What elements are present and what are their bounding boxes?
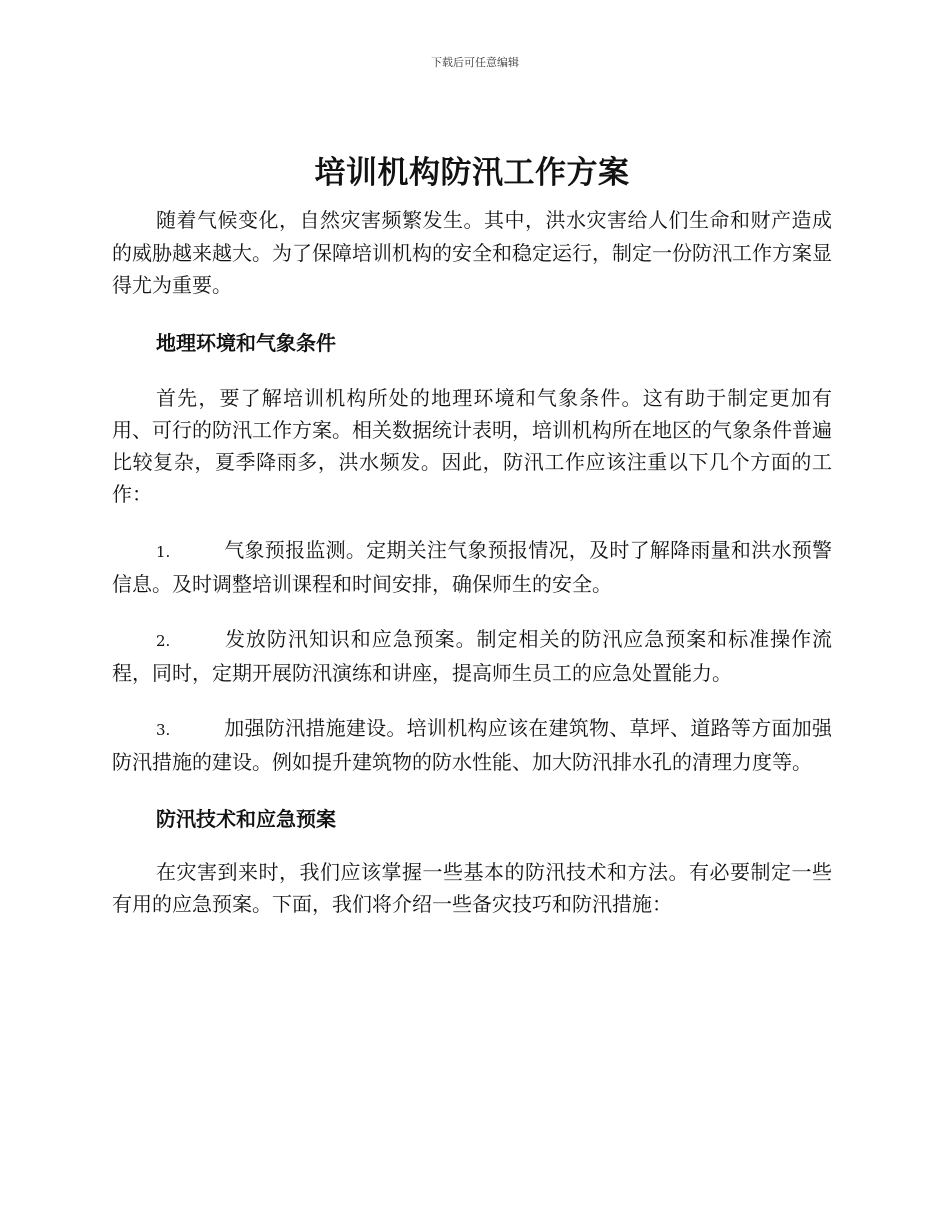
list-item — [112, 534, 832, 601]
intro-paragraph: 随着气候变化，自然灾害频繁发生。其中，洪水灾害给人们生命和财产造成的威胁越来越大。为了保障培训机构的安全和稳定运行，制定一份防汛工作方案显得尤为重要。 — [112, 208, 832, 297]
list-item — [112, 712, 832, 779]
header-note: 下载后可任意编辑 — [431, 56, 519, 69]
section-paragraph-geography: 首先，要了解培训机构所处的地理环境和气象条件。这有助于制定更加有用、可行的防汛工作方案。相关数据统计表明，培训机构所在地区的气象条件普遍比较复杂，夏季降雨多，洪水频发。因此，防汛工作应该注重以下几个方面的工作： — [112, 385, 832, 506]
list-item — [112, 623, 832, 690]
list-text: 发放防汛知识和应急预案。制定相关的防汛应急预案和标准操作流程，同时，定期开展防汛演练和讲座，提高师生员工的应急处置能力。 — [112, 626, 832, 685]
list-text: 加强防汛措施建设。培训机构应该在建筑物、草坪、道路等方面加强防汛措施的建设。例如提升建筑物的防水性能、加大防汛排水孔的清理力度等。 — [112, 715, 832, 774]
list-text: 气象预报监测。定期关注气象预报情况，及时了解降雨量和洪水预警信息。及时调整培训课程和时间安排，确保师生的安全。 — [112, 537, 832, 596]
section-heading-geography: 地理环境和气象条件 — [156, 330, 336, 355]
document-title: 培训机构防汛工作方案 — [314, 155, 630, 191]
list-number: 1. — [156, 542, 171, 561]
section-paragraph-emergency: 在灾害到来时，我们应该掌握一些基本的防汛技术和方法。有必要制定一些有用的应急预案。下面，我们将介绍一些备灾技巧和防汛措施： — [112, 859, 832, 916]
list-number: 2. — [156, 631, 171, 650]
section-heading-emergency: 防汛技术和应急预案 — [156, 806, 336, 831]
document-body — [112, 150, 832, 920]
list-number: 3. — [156, 720, 171, 739]
